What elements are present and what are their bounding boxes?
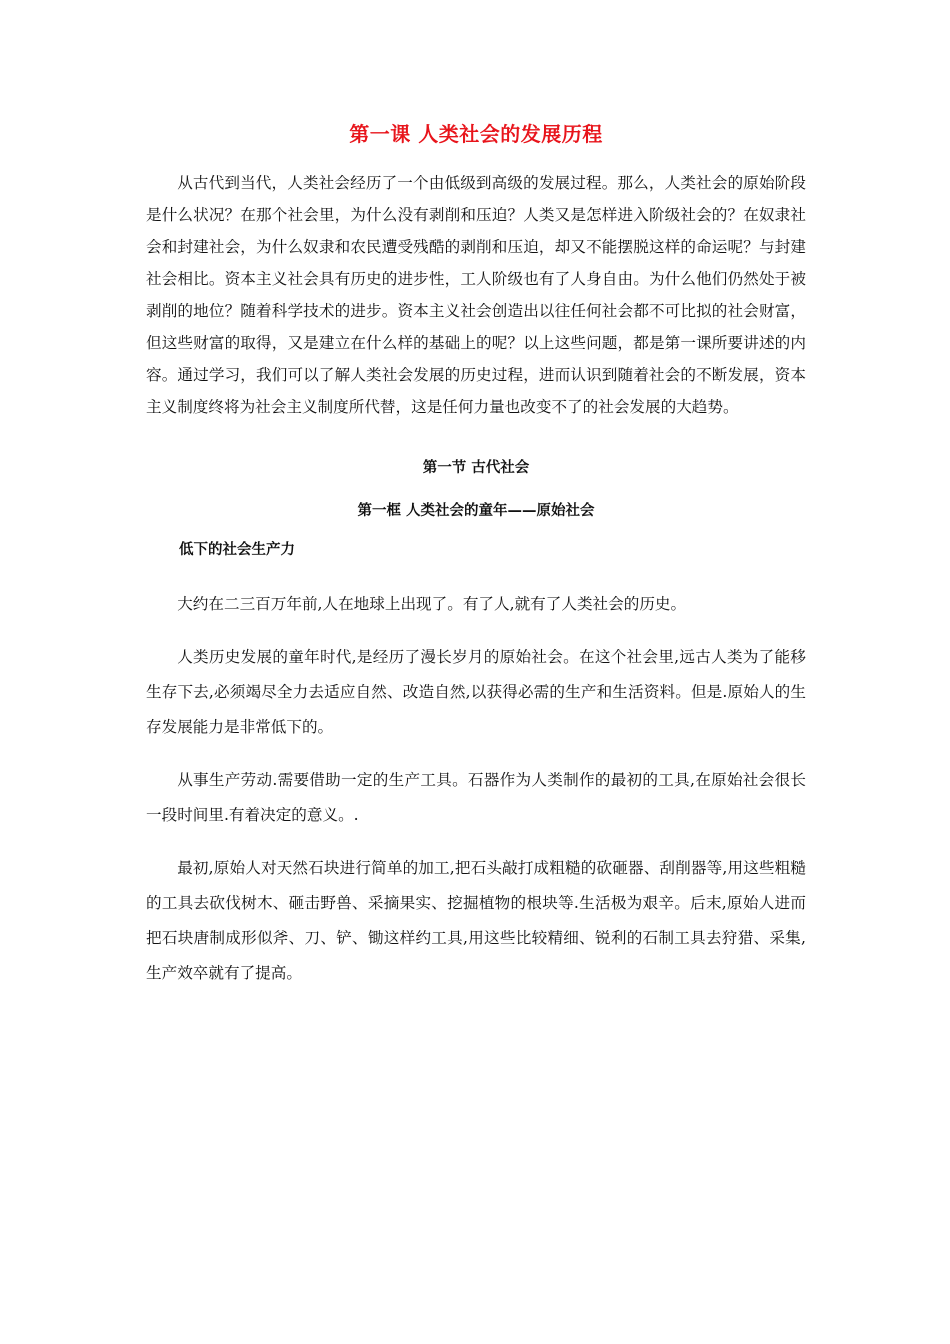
document-page (146, 118, 806, 991)
lesson-title: 第一课 人类社会的发展历程 (349, 122, 603, 146)
intro-paragraph: 从古代到当代，人类社会经历了一个由低级到高级的发展过程。那么，人类社会的原始阶段是什么状况？在那个社会里，为什么没有剥削和压迫？人类又是怎样进入阶级社会的？在奴隶社会和封建社会，为什么奴隶和农民遭受残酷的剥削和压迫，却又不能摆脱这样的命运呢？与封建社会相比。资本主义社会具有历史的进步性，工人阶级也有了人身自由。为什么他们仍然处于被剥削的地位？随着科学技术的进步。资本主义社会创造出以往任何社会都不可比拟的社会财富，但这些财富的取得，又是建立在什么样的基础上的呢？以上这些问题，都是第一课所要讲述的内容。通过学习，我们可以了解人类社会发展的历史过程，进而认识到随着社会的不断发展，资本主义制度终将为社会主义制度所代替，这是任何力量也改变不了的社会发展的大趋势。 (146, 174, 806, 416)
body-paragraph: 大约在二三百万年前,人在地球上出现了。有了人,就有了人类社会的历史。 (177, 595, 687, 613)
body-paragraph: 最初,原始人对天然石块进行简单的加工,把石头敲打成粗糙的砍砸器、刮削器等,用这些粗糙的工具去砍伐树木、砸击野兽、采摘果实、挖掘植物的根块等.生活极为艰辛。后末,原始人进而把石块唐制成形似斧、刀、铲、锄这样约工具,用这些比较精细、锐利的石制工具去狩猎、采集,生产效卒就有了提高。 (146, 859, 806, 982)
sub-heading: 低下的社会生产力 (179, 542, 295, 558)
body-paragraph: 从事生产劳动.需要借助一定的生产工具。石器作为人类制作的最初的工具,在原始社会很长一段时间里.有着决定的意义。. (146, 771, 806, 824)
section-title: 第一节 古代社会 (422, 460, 530, 476)
frame-title: 第一框 人类社会的童年——原始社会 (357, 503, 595, 519)
body-paragraph: 人类历史发展的童年时代,是经历了漫长岁月的原始社会。在这个社会里,远古人类为了能移生存下去,必须竭尽全力去适应自然、改造自然,以获得必需的生产和生活资料。但是.原始人的生存发展能力是非常低下的。 (146, 648, 806, 736)
